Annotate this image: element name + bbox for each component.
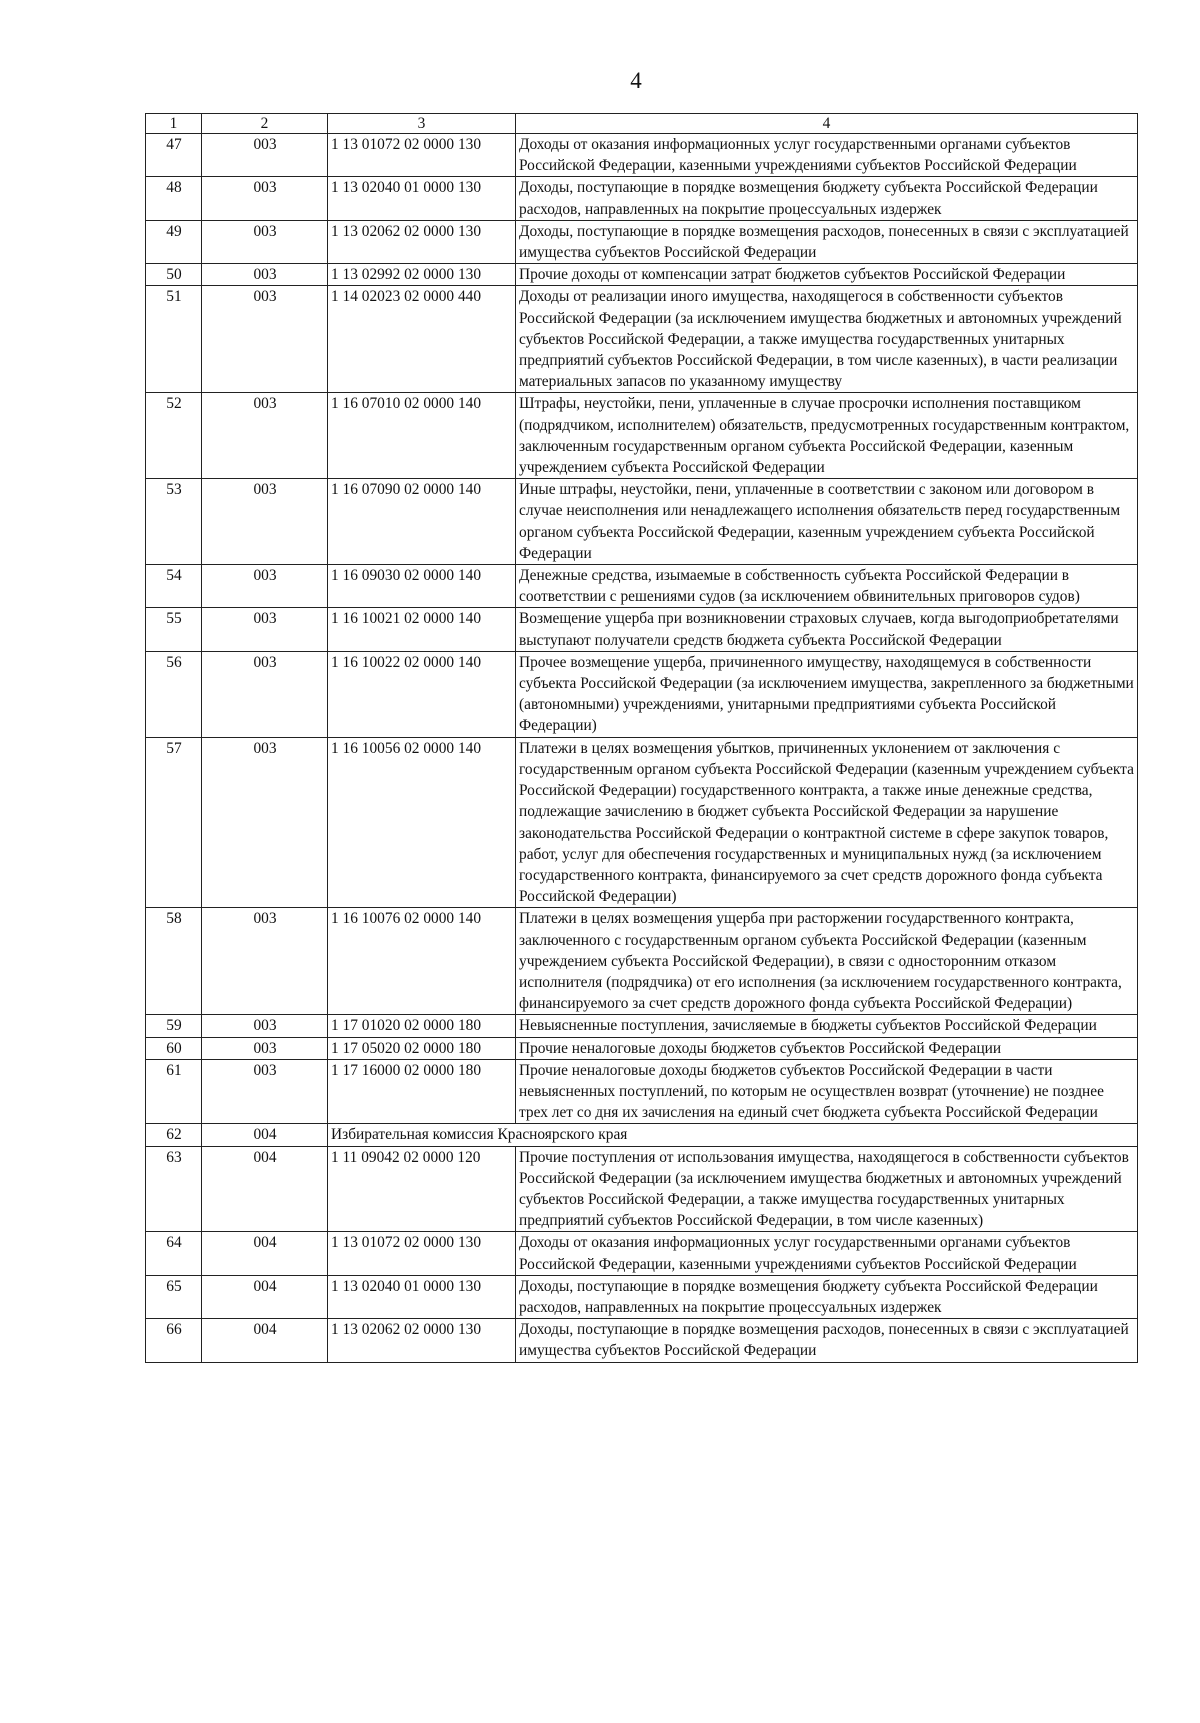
row-number-cell: 61 [146, 1059, 202, 1124]
budget-classification-code-cell: 1 17 16000 02 0000 180 [328, 1059, 516, 1124]
administrator-code-cell: 003 [202, 737, 328, 908]
table-row [146, 286, 1138, 393]
row-number-cell: 62 [146, 1124, 202, 1146]
row-number-cell: 57 [146, 737, 202, 908]
row-number-cell: 58 [146, 908, 202, 1015]
revenue-name-cell: Прочие неналоговые доходы бюджетов субъектов Российской Федерации [516, 1037, 1138, 1059]
budget-classification-code-cell: 1 16 10076 02 0000 140 [328, 908, 516, 1015]
table-row [146, 479, 1138, 565]
row-number-cell: 47 [146, 134, 202, 177]
budget-classification-code-cell: 1 16 07090 02 0000 140 [328, 479, 516, 565]
row-number-cell: 52 [146, 393, 202, 479]
administrator-name-cell: Избирательная комиссия Красноярского края [328, 1124, 1138, 1146]
administrator-code-cell: 004 [202, 1232, 328, 1275]
revenue-name-cell: Доходы, поступающие в порядке возмещения бюджету субъекта Российской Федерации расходов, направленных на покрытие процессуальных издержек [516, 177, 1138, 220]
row-number-cell: 49 [146, 220, 202, 263]
budget-classification-code-cell: 1 13 02062 02 0000 130 [328, 1319, 516, 1362]
table-row [146, 1232, 1138, 1275]
column-header: 4 [516, 114, 1138, 134]
budget-classification-code-cell: 1 13 01072 02 0000 130 [328, 134, 516, 177]
administrator-code-cell: 003 [202, 608, 328, 651]
budget-classification-code-cell: 1 16 10022 02 0000 140 [328, 651, 516, 737]
revenue-name-cell: Денежные средства, изымаемые в собственность субъекта Российской Федерации в соответствии с решениями судов (за исключением обвинительных приговоров судов) [516, 565, 1138, 608]
administrator-code-cell: 003 [202, 177, 328, 220]
budget-classification-code-cell: 1 13 02040 01 0000 130 [328, 1275, 516, 1318]
administrator-code-cell: 003 [202, 220, 328, 263]
budget-classification-code-cell: 1 16 10056 02 0000 140 [328, 737, 516, 908]
table-row [146, 608, 1138, 651]
table-row [146, 264, 1138, 286]
administrator-code-cell: 003 [202, 264, 328, 286]
table-row [146, 1275, 1138, 1318]
revenue-name-cell: Платежи в целях возмещения ущерба при расторжении государственного контракта, заключенного с государственным органом субъекта Российской Федерации (казенным учреждением субъекта Российской Федерации), в связи с односторонним отказом исполнителя (подрядчика) от его исполнения (за исключением государственного контракта, финансируемого за счет средств дорожного фонда субъекта Российской Федерации) [516, 908, 1138, 1015]
administrator-code-cell: 003 [202, 134, 328, 177]
table-row [146, 908, 1138, 1015]
row-number-cell: 50 [146, 264, 202, 286]
table-row [146, 1146, 1138, 1232]
revenue-name-cell: Прочие доходы от компенсации затрат бюджетов субъектов Российской Федерации [516, 264, 1138, 286]
administrator-code-cell: 004 [202, 1319, 328, 1362]
budget-classification-code-cell: 1 11 09042 02 0000 120 [328, 1146, 516, 1232]
row-number-cell: 64 [146, 1232, 202, 1275]
revenue-name-cell: Доходы, поступающие в порядке возмещения бюджету субъекта Российской Федерации расходов, направленных на покрытие процессуальных издержек [516, 1275, 1138, 1318]
administrator-code-cell: 003 [202, 565, 328, 608]
table-row [146, 1015, 1138, 1037]
table-row [146, 737, 1138, 908]
row-number-cell: 66 [146, 1319, 202, 1362]
table-row [146, 393, 1138, 479]
revenue-name-cell: Платежи в целях возмещения убытков, причиненных уклонением от заключения с государственным органом субъекта Российской Федерации (казенным учреждением субъекта Российской Федерации) государственного контракта, а также иные денежные средства, подлежащие зачислению в бюджет субъекта Российской Федерации за нарушение законодательства Российской Федерации о контрактной системе в сфере закупок товаров, работ, услуг для обеспечения государственных и муниципальных нужд (за исключением государственного контракта, финансируемого за счет средств дорожного фонда субъекта Российской Федерации) [516, 737, 1138, 908]
revenue-name-cell: Прочие поступления от использования имущества, находящегося в собственности субъектов Российской Федерации (за исключением имущества бюджетных и автономных учреждений субъектов Российской Федерации, а также имущества государственных унитарных предприятий субъектов Российской Федерации, в том числе казенных) [516, 1146, 1138, 1232]
row-number-cell: 55 [146, 608, 202, 651]
row-number-cell: 54 [146, 565, 202, 608]
column-header: 3 [328, 114, 516, 134]
budget-classification-code-cell: 1 14 02023 02 0000 440 [328, 286, 516, 393]
administrator-code-cell: 004 [202, 1275, 328, 1318]
table-header-row [146, 114, 1138, 134]
table-row [146, 177, 1138, 220]
row-number-cell: 60 [146, 1037, 202, 1059]
row-number-cell: 48 [146, 177, 202, 220]
revenue-name-cell: Доходы от реализации иного имущества, находящегося в собственности субъектов Российской Федерации (за исключением имущества бюджетных и автономных учреждений субъектов Российской Федерации, а также имущества государственных унитарных предприятий субъектов Российской Федерации, в том числе казенных), в части реализации материальных запасов по указанному имуществу [516, 286, 1138, 393]
table-row [146, 134, 1138, 177]
administrator-code-cell: 003 [202, 651, 328, 737]
budget-classification-code-cell: 1 17 01020 02 0000 180 [328, 1015, 516, 1037]
column-header: 2 [202, 114, 328, 134]
page-number: 4 [630, 68, 642, 93]
budget-classification-code-cell: 1 16 10021 02 0000 140 [328, 608, 516, 651]
budget-classification-code-cell: 1 13 02992 02 0000 130 [328, 264, 516, 286]
table-row [146, 1124, 1138, 1146]
revenue-name-cell: Прочее возмещение ущерба, причиненного имуществу, находящемуся в собственности субъекта Российской Федерации (за исключением имущества, закрепленного за бюджетными (автономными) учреждениями, унитарными предприятиями субъекта Российской Федерации) [516, 651, 1138, 737]
row-number-cell: 65 [146, 1275, 202, 1318]
table-row [146, 1059, 1138, 1124]
administrator-code-cell: 004 [202, 1146, 328, 1232]
revenue-name-cell: Прочие неналоговые доходы бюджетов субъектов Российской Федерации в части невыясненных поступлений, по которым не осуществлен возврат (уточнение) не позднее трех лет со дня их зачисления на единый счет бюджета субъекта Российской Федерации [516, 1059, 1138, 1124]
administrator-code-cell: 003 [202, 286, 328, 393]
revenue-name-cell: Иные штрафы, неустойки, пени, уплаченные в соответствии с законом или договором в случае неисполнения или ненадлежащего исполнения обязательств перед государственным органом субъекта Российской Федерации, казенным учреждением субъекта Российской Федерации [516, 479, 1138, 565]
table-row [146, 220, 1138, 263]
table-row [146, 651, 1138, 737]
revenue-name-cell: Доходы от оказания информационных услуг государственными органами субъектов Российской Федерации, казенными учреждениями субъектов Российской Федерации [516, 1232, 1138, 1275]
revenue-name-cell: Возмещение ущерба при возникновении страховых случаев, когда выгодоприобретателями выступают получатели средств бюджета субъекта Российской Федерации [516, 608, 1138, 651]
budget-classification-code-cell: 1 16 09030 02 0000 140 [328, 565, 516, 608]
revenue-name-cell: Штрафы, неустойки, пени, уплаченные в случае просрочки исполнения поставщиком (подрядчиком, исполнителем) обязательств, предусмотренных государственным контрактом, заключенным государственным органом субъекта Российской Федерации, казенным учреждением субъекта Российской Федерации [516, 393, 1138, 479]
budget-classification-code-cell: 1 16 07010 02 0000 140 [328, 393, 516, 479]
revenue-name-cell: Невыясненные поступления, зачисляемые в бюджеты субъектов Российской Федерации [516, 1015, 1138, 1037]
row-number-cell: 63 [146, 1146, 202, 1232]
row-number-cell: 56 [146, 651, 202, 737]
administrator-code-cell: 003 [202, 1037, 328, 1059]
row-number-cell: 51 [146, 286, 202, 393]
revenue-name-cell: Доходы, поступающие в порядке возмещения расходов, понесенных в связи с эксплуатацией имущества субъектов Российской Федерации [516, 220, 1138, 263]
administrator-code-cell: 003 [202, 393, 328, 479]
administrator-code-cell: 003 [202, 908, 328, 1015]
column-header: 1 [146, 114, 202, 134]
administrator-code-cell: 003 [202, 479, 328, 565]
table-row [146, 1319, 1138, 1362]
administrator-code-cell: 003 [202, 1059, 328, 1124]
administrator-code-cell: 003 [202, 1015, 328, 1037]
table-row [146, 565, 1138, 608]
row-number-cell: 59 [146, 1015, 202, 1037]
budget-classification-code-cell: 1 13 02040 01 0000 130 [328, 177, 516, 220]
budget-classification-code-cell: 1 17 05020 02 0000 180 [328, 1037, 516, 1059]
table-row [146, 1037, 1138, 1059]
administrator-code-cell: 004 [202, 1124, 328, 1146]
revenue-name-cell: Доходы, поступающие в порядке возмещения расходов, понесенных в связи с эксплуатацией имущества субъектов Российской Федерации [516, 1319, 1138, 1362]
revenue-name-cell: Доходы от оказания информационных услуг государственными органами субъектов Российской Федерации, казенными учреждениями субъектов Российской Федерации [516, 134, 1138, 177]
revenue-codes-table [145, 113, 1138, 1363]
budget-classification-code-cell: 1 13 02062 02 0000 130 [328, 220, 516, 263]
budget-classification-code-cell: 1 13 01072 02 0000 130 [328, 1232, 516, 1275]
row-number-cell: 53 [146, 479, 202, 565]
